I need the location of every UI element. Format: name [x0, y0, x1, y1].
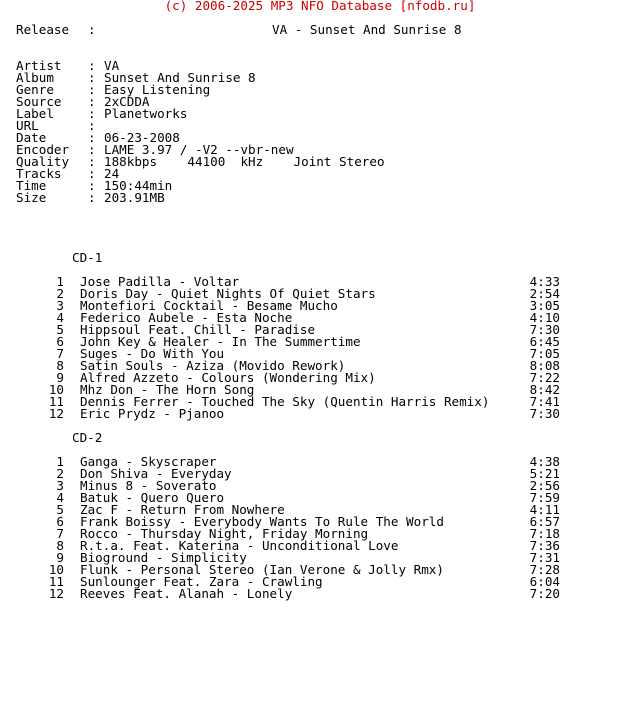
track-duration: 2:56 [529, 478, 560, 493]
track-row [0, 408, 640, 420]
track-duration: 7:41 [529, 394, 560, 409]
info-row-quality [0, 156, 640, 168]
track-title: Doris Day - Quiet Nights Of Quiet Stars [80, 286, 376, 301]
track-title: Minus 8 - Soverato [80, 478, 217, 493]
track-title: Montefiori Cocktail - Besame Mucho [80, 298, 338, 313]
info-key: Time [16, 178, 47, 193]
info-key: Genre [16, 82, 54, 97]
info-key: Tracks [16, 166, 62, 181]
info-separator: : [88, 142, 96, 157]
track-number: 1 [56, 274, 64, 289]
info-value: Planetworks [104, 106, 188, 121]
info-value: 2xCDDA [104, 94, 150, 109]
info-row-source [0, 96, 640, 108]
track-duration: 4:38 [529, 454, 560, 469]
disc-label: CD-1 [72, 250, 103, 265]
track-number: 10 [48, 562, 64, 577]
track-number: 9 [56, 370, 64, 385]
track-title: Bioground - Simplicity [80, 550, 247, 565]
track-title: Mhz Don - The Horn Song [80, 382, 255, 397]
track-title: John Key & Healer - In The Summertime [80, 334, 361, 349]
track-title: Batuk - Quero Quero [80, 490, 225, 505]
track-number: 5 [56, 322, 64, 337]
info-value: 150:44min [104, 178, 173, 193]
info-row-genre [0, 84, 640, 96]
info-row-label [0, 108, 640, 120]
track-duration: 7:18 [529, 526, 560, 541]
track-number: 6 [56, 514, 64, 529]
info-separator: : [88, 190, 96, 205]
info-separator: : [88, 130, 96, 145]
info-separator: : [88, 94, 96, 109]
track-number: 8 [56, 358, 64, 373]
track-title: Zac F - Return From Nowhere [80, 502, 285, 517]
track-title: Jose Padilla - Voltar [80, 274, 240, 289]
disc-header [0, 252, 640, 264]
track-title: Frank Boissy - Everybody Wants To Rule The World [80, 514, 444, 529]
info-value: VA [104, 58, 120, 73]
info-value: LAME 3.97 / -V2 --vbr-new [104, 142, 294, 157]
track-number: 5 [56, 502, 64, 517]
track-number: 12 [48, 586, 64, 601]
info-value: 24 [104, 166, 120, 181]
info-row-url [0, 120, 640, 132]
info-separator: : [88, 58, 96, 73]
track-number: 4 [56, 310, 64, 325]
track-number: 7 [56, 526, 64, 541]
track-number: 2 [56, 466, 64, 481]
track-number: 6 [56, 334, 64, 349]
disc-header [0, 432, 640, 444]
info-separator: : [88, 154, 96, 169]
track-row [0, 588, 640, 600]
track-duration: 2:54 [529, 286, 560, 301]
info-key: Encoder [16, 142, 70, 157]
track-duration: 4:33 [529, 274, 560, 289]
site-header: (c) 2006-2025 MP3 NFO Database [nfodb.ru] [164, 0, 476, 13]
release-value: VA - Sunset And Sunrise 8 [272, 22, 462, 37]
track-duration: 7:20 [529, 586, 560, 601]
release-label: Release [16, 22, 70, 37]
info-key: Artist [16, 58, 62, 73]
info-separator: : [88, 118, 96, 133]
track-title: Eric Prydz - Pjanoo [80, 406, 225, 421]
track-number: 11 [48, 574, 64, 589]
track-title: Don Shiva - Everyday [80, 466, 232, 481]
track-number: 4 [56, 490, 64, 505]
track-title: R.t.a. Feat. Katerina - Unconditional Love [80, 538, 399, 553]
track-duration: 8:08 [529, 358, 560, 373]
info-value: 203.91MB [104, 190, 165, 205]
info-separator: : [88, 70, 96, 85]
track-duration: 7:36 [529, 538, 560, 553]
track-title: Hippsoul Feat. Chill - Paradise [80, 322, 316, 337]
info-key: Size [16, 190, 47, 205]
track-duration: 4:11 [529, 502, 560, 517]
track-number: 12 [48, 406, 64, 421]
track-duration: 4:10 [529, 310, 560, 325]
track-title: Flunk - Personal Stereo (Ian Verone & Jolly Rmx) [80, 562, 444, 577]
track-number: 8 [56, 538, 64, 553]
info-value: 188kbps 44100 kHz Joint Stereo [104, 154, 385, 169]
info-value: Sunset And Sunrise 8 [104, 70, 256, 85]
track-title: Suges - Do With You [80, 346, 225, 361]
track-number: 11 [48, 394, 64, 409]
track-duration: 7:59 [529, 490, 560, 505]
track-number: 2 [56, 286, 64, 301]
track-duration: 6:45 [529, 334, 560, 349]
info-value: 06-23-2008 [104, 130, 180, 145]
track-duration: 5:21 [529, 466, 560, 481]
track-title: Sunlounger Feat. Zara - Crawling [80, 574, 323, 589]
info-row-time [0, 180, 640, 192]
info-key: Quality [16, 154, 70, 169]
info-key: Date [16, 130, 47, 145]
track-title: Alfred Azzeto - Colours (Wondering Mix) [80, 370, 376, 385]
track-duration: 7:05 [529, 346, 560, 361]
track-number: 1 [56, 454, 64, 469]
track-duration: 8:42 [529, 382, 560, 397]
info-separator: : [88, 166, 96, 181]
track-duration: 6:04 [529, 574, 560, 589]
info-key: Album [16, 70, 54, 85]
track-number: 3 [56, 298, 64, 313]
track-duration: 3:05 [529, 298, 560, 313]
track-duration: 7:28 [529, 562, 560, 577]
info-row-tracks [0, 168, 640, 180]
track-title: Dennis Ferrer - Touched The Sky (Quentin Harris Remix) [80, 394, 490, 409]
track-title: Reeves Feat. Alanah - Lonely [80, 586, 293, 601]
info-key: URL [16, 118, 39, 133]
info-row-date [0, 132, 640, 144]
info-row-artist [0, 60, 640, 72]
track-number: 3 [56, 478, 64, 493]
track-title: Ganga - Skyscraper [80, 454, 217, 469]
track-number: 9 [56, 550, 64, 565]
disc-label: CD-2 [72, 430, 103, 445]
info-key: Source [16, 94, 62, 109]
info-separator: : [88, 82, 96, 97]
track-duration: 7:30 [529, 406, 560, 421]
track-duration: 7:30 [529, 322, 560, 337]
release-row [0, 24, 640, 36]
info-row-size [0, 192, 640, 204]
track-title: Rocco - Thursday Night, Friday Morning [80, 526, 369, 541]
track-duration: 7:22 [529, 370, 560, 385]
info-row-album [0, 72, 640, 84]
track-duration: 6:57 [529, 514, 560, 529]
track-title: Federico Aubele - Esta Noche [80, 310, 293, 325]
track-title: Satin Souls - Aziza (Movido Rework) [80, 358, 346, 373]
track-number: 7 [56, 346, 64, 361]
track-duration: 7:31 [529, 550, 560, 565]
track-number: 10 [48, 382, 64, 397]
info-separator: : [88, 178, 96, 193]
info-separator: : [88, 106, 96, 121]
release-separator: : [88, 22, 96, 37]
info-value: Easy Listening [104, 82, 211, 97]
info-key: Label [16, 106, 54, 121]
